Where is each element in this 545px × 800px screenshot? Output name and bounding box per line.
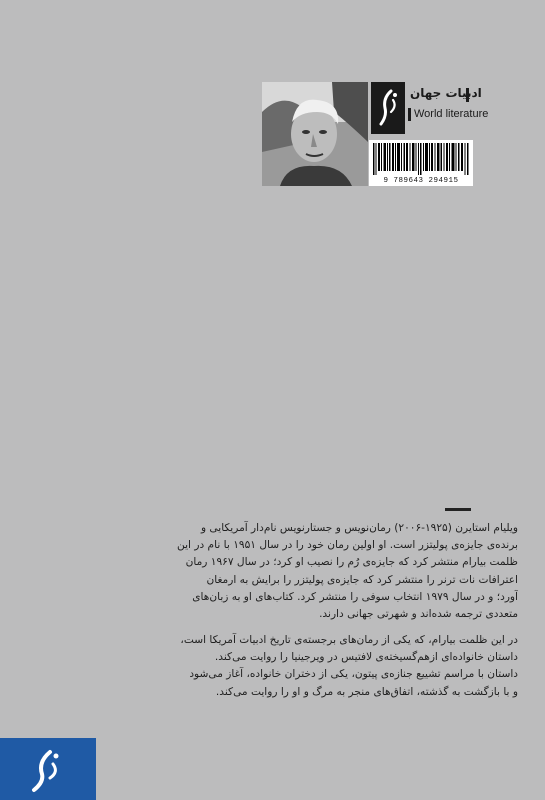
text-line: اعترافات نات ترنر را منتشر کرد که جایزه‌ی پولیتزر را برایش به ارمغان <box>206 573 518 586</box>
book-summary-paragraph <box>94 632 518 701</box>
publisher-logo-icon <box>22 746 70 794</box>
text-line: متعددی ترجمه شده‌اند و شهرتی جهانی دارند. <box>319 608 518 621</box>
text-line: آورد؛ و در سال ۱۹۷۹ انتخاب سوفی را منتشر کرد. کتاب‌های او به زبان‌های <box>192 590 518 603</box>
isbn-number: 9 789643 294915 <box>383 177 459 185</box>
author-bio-paragraph <box>94 520 518 623</box>
text-line: و با بازگشت به گذشته، اتفاق‌های منجر به مرگ و او را روایت می‌کند. <box>215 685 518 698</box>
text-line: داستان خانواده‌ای ازهم‌گسیخته‌ی لافتیس در ویرجینیا را روایت می‌کند. <box>214 651 518 664</box>
series-title-fa: ادبیات جهان <box>410 86 482 100</box>
text-line: برنده‌ی جایزه‌ی پولیتزر است. او اولین رمان خود را در سال ۱۹۵۱ با نام در این <box>177 539 518 552</box>
text-line: داستان با مراسم تشییع جنازه‌ی پیتون، یکی از دختران خانواده، آغاز می‌شود <box>189 668 518 681</box>
text-line: ویلیام استایرن (۱۹۲۵-۲۰۰۶) رمان‌نویس و جستارنویس نام‌دار آمریکایی و <box>200 522 518 534</box>
text-line: ظلمت بیارام منتشر کرد که جایزه‌ی رُم را نصیب او کرد؛ در سال ۱۹۶۷ رمان <box>185 556 518 569</box>
publisher-logo-icon <box>371 82 405 134</box>
barcode-bars <box>373 143 469 175</box>
series-title-en: World literature <box>414 108 489 120</box>
series-divider <box>408 108 411 121</box>
publisher-strip <box>0 738 96 800</box>
author-portrait-image <box>262 82 368 186</box>
isbn-barcode <box>369 140 473 186</box>
author-portrait <box>262 82 368 186</box>
text-line: در این ظلمت بیارام، که یکی از رمان‌های برجسته‌ی تاریخ ادبیات آمریکا است، <box>180 634 518 646</box>
section-dash <box>445 508 471 511</box>
